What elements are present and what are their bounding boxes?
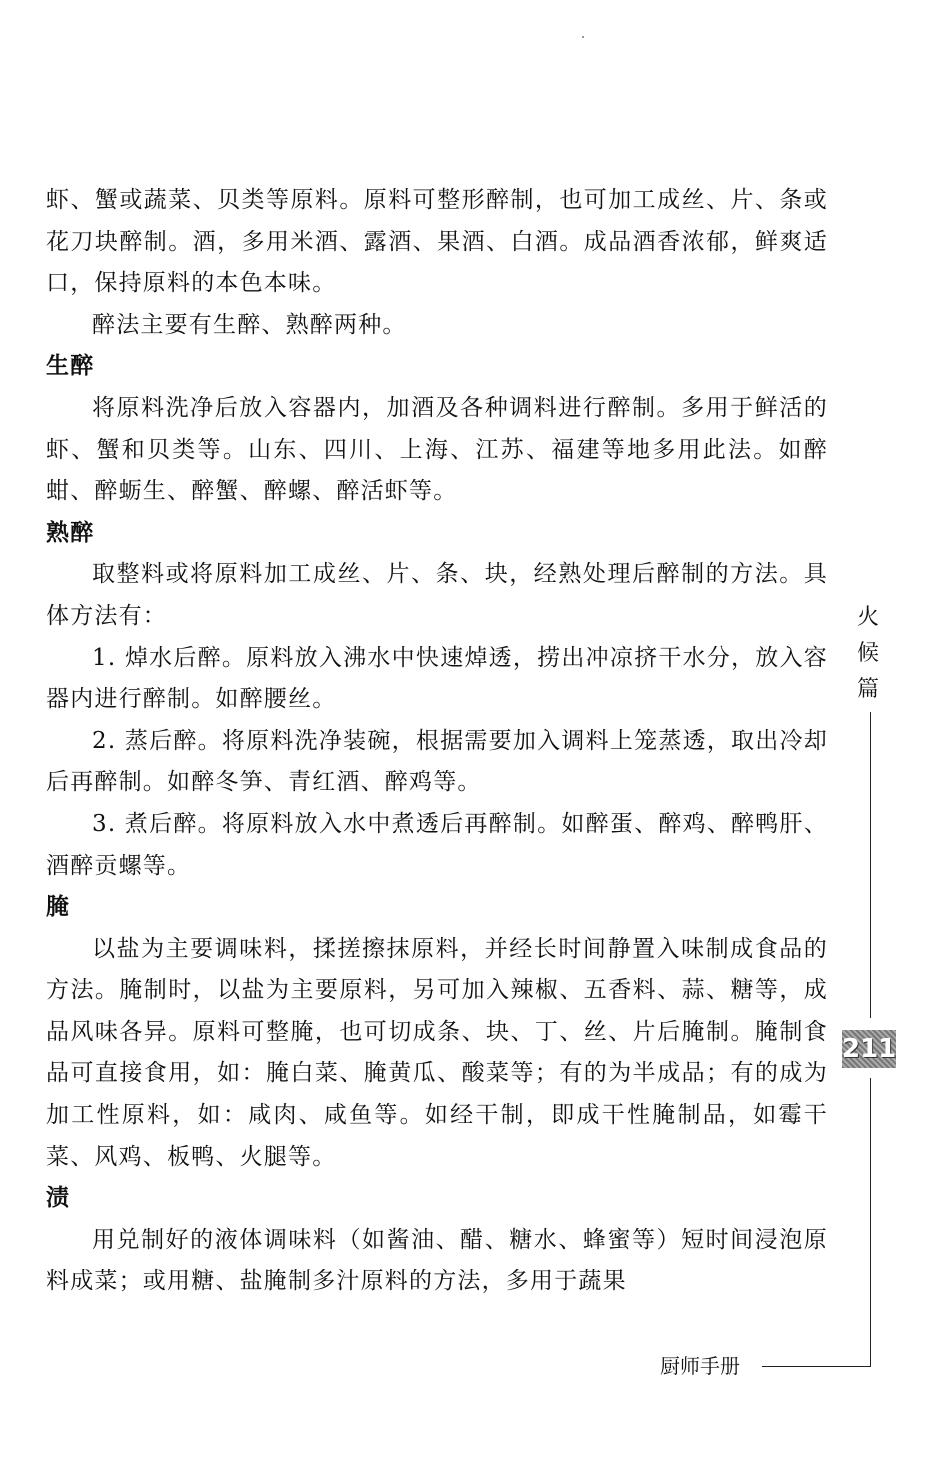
side-title-char: 火	[856, 605, 879, 630]
margin-rule	[870, 1078, 871, 1366]
footer-rule	[762, 1366, 871, 1367]
list-item: 1. 焯水后醉。原料放入沸水中快速焯透，捞出冲凉挤干水分，放入容器内进行醉制。如醉腰丝。	[46, 644, 828, 713]
page-number: 211	[842, 1030, 896, 1068]
paragraph: 虾、蟹或蔬菜、贝类等原料。原料可整形醉制，也可加工成丝、片、条或花刀块醉制。酒，多用米酒、露酒、果酒、白酒。成品酒香浓郁，鲜爽适口，保持原料的本色本味。	[46, 187, 828, 297]
paragraph: 以盐为主要调味料，揉搓擦抹原料，并经长时间静置入味制成食品的方法。腌制时，以盐为主要原料，另可加入辣椒、五香料、蒜、糖等，成品风味各异。原料可整腌，也可切成条、块、丁、丝、片后腌制。腌制食品可直接食用，如：腌白菜、腌黄瓜、酸菜等；有的为半成品；有的成为加工性原料，如：咸肉、咸鱼等。如经干制，即成干性腌制品，如霉干菜、风鸡、板鸭、火腿等。	[46, 935, 828, 1170]
section-heading: 渍	[46, 1185, 71, 1212]
body-text	[46, 180, 828, 1303]
paragraph: 用兑制好的液体调味料（如酱油、醋、糖水、蜂蜜等）短时间浸泡原料成菜；或用糖、盐腌制多汁原料的方法，多用于蔬果	[46, 1226, 828, 1295]
section-heading: 腌	[46, 894, 71, 921]
paragraph: 将原料洗净后放入容器内，加酒及各种调料进行醉制。多用于鲜活的虾、蟹和贝类等。山东、四川、上海、江苏、福建等地多用此法。如醉蚶、醉蛎生、醉蟹、醉螺、醉活虾等。	[46, 394, 828, 505]
list-item: 3. 煮后醉。将原料放入水中煮透后再醉制。如醉蛋、醉鸡、醉鸭肝、酒醉贡螺等。	[46, 810, 828, 879]
chapter-side-title	[853, 600, 883, 708]
paragraph: 醉法主要有生醉、熟醉两种。	[92, 311, 407, 338]
section-heading: 生醉	[46, 353, 95, 380]
margin-rule	[870, 712, 871, 1018]
footer-book-title: 厨师手册	[660, 1354, 740, 1378]
list-item: 2. 蒸后醉。将原料洗净装碗，根据需要加入调料上笼蒸透，取出冷却后再醉制。如醉冬笋、青红酒、醉鸡等。	[46, 727, 828, 796]
scan-speck	[582, 36, 584, 38]
side-title-char: 篇	[856, 677, 879, 702]
paragraph: 取整料或将原料加工成丝、片、条、块，经熟处理后醉制的方法。具体方法有：	[46, 561, 828, 629]
side-title-char: 候	[856, 641, 879, 666]
section-heading: 熟醉	[46, 519, 95, 546]
